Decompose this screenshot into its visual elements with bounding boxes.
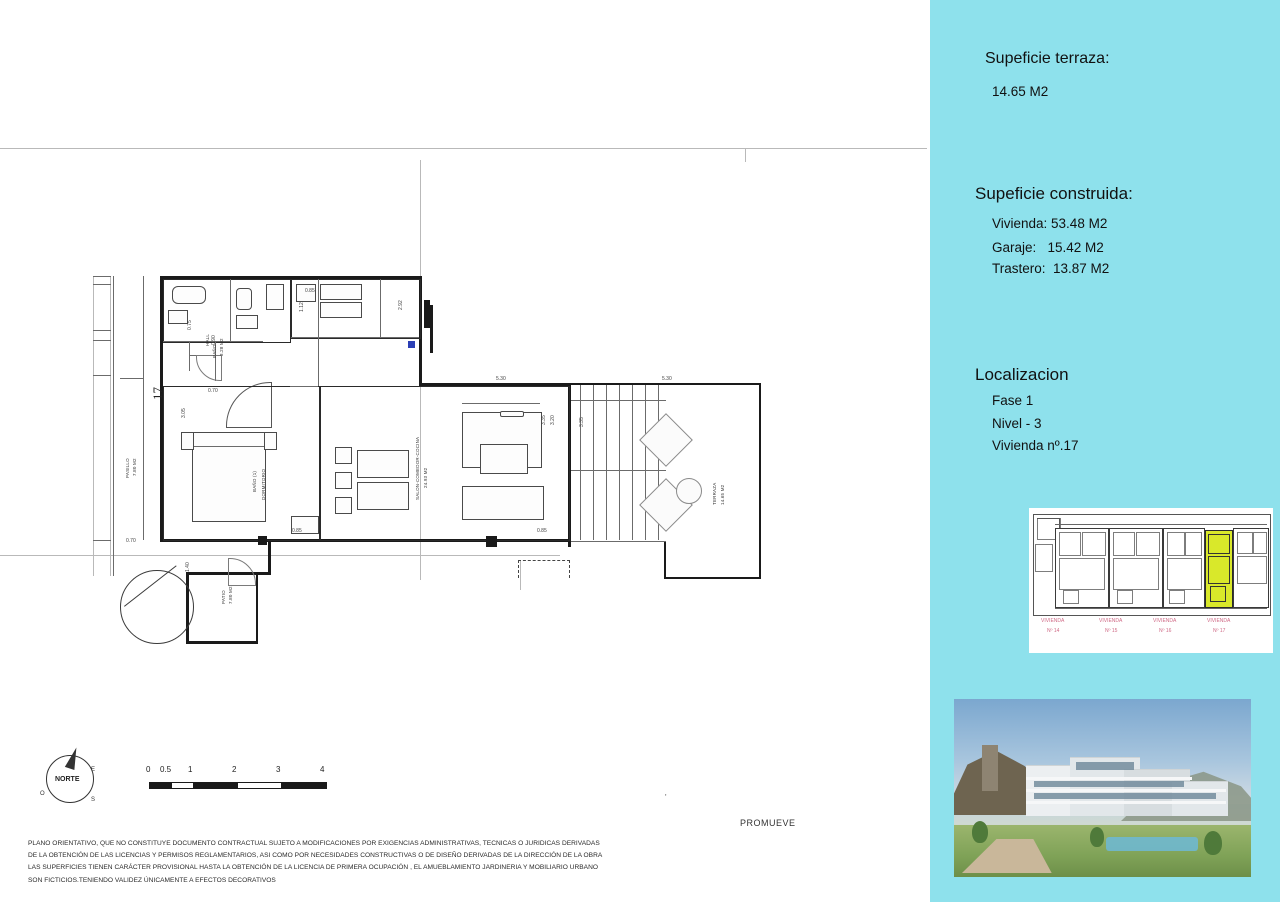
compass-tick-s: S [91, 797, 96, 803]
built-row-vivienda: Vivienda: 53.48 M2 [992, 216, 1108, 231]
door-swing [228, 558, 256, 586]
keyplan-room [1113, 532, 1135, 556]
toilet [236, 288, 252, 310]
location-title: Localizacion [975, 365, 1069, 384]
wall-patio-end [186, 641, 258, 644]
keyplan-annotation: VIVIENDA [1153, 618, 1177, 624]
construction-line [745, 148, 746, 162]
terrace-right-edge [759, 383, 761, 579]
corridor-line [143, 276, 144, 540]
partition [380, 279, 381, 337]
pillar [486, 536, 497, 547]
partition [318, 279, 319, 337]
disclaimer-line: SON FICTICIOS.TENIENDO VALIDEZ ÚNICAMENTE A EFECTOS DECORATIVOS [28, 876, 276, 884]
dashed-line [518, 560, 570, 561]
room-label-terraza: TERRAZA [712, 482, 717, 505]
room-label-pasillo: PASILLO [125, 458, 130, 478]
dimension: 0.75 [187, 320, 193, 330]
glazing [1034, 781, 1184, 787]
terrace-chair [639, 413, 693, 467]
keyplan-annotation: Nº 17 [1213, 628, 1226, 634]
built-row-garaje: Garaje: 15.42 M2 [992, 240, 1104, 255]
dimension: 3.05 [181, 408, 187, 418]
grid-mark [93, 340, 111, 341]
mullion [593, 385, 594, 540]
keyplan-annotation: Nº 16 [1159, 628, 1172, 634]
grid-mark [93, 540, 111, 541]
partition [318, 337, 319, 387]
door-swing [196, 355, 222, 381]
keyplan-highlight-room [1210, 586, 1226, 602]
scale-label-3: 3 [276, 765, 281, 774]
dimension: 0.90 [211, 335, 217, 345]
mullion [632, 385, 633, 540]
dimension: 0.85 [305, 288, 315, 294]
tv [500, 411, 524, 417]
scale-segment [193, 782, 239, 789]
compass-tick-e: E [91, 767, 96, 773]
disclaimer-line: DE LA OBTENCIÓN DE LAS LICENCIAS Y PERMISOS REGLAMENTARIOS, ASI COMO POR NECESIDADES CONSTRUCTIVAS O DE DISEÑO DERIVADAS DE LA DIRECCIÓN DE LA OBRA [28, 852, 603, 860]
dimension: 0.85 [292, 528, 302, 534]
shower [266, 284, 284, 310]
stray-mark: ' [665, 793, 667, 802]
grid-mark [93, 284, 111, 285]
terrace-inner-edge [664, 541, 666, 579]
room-label-hall: HALL [205, 333, 210, 346]
dashed-line [569, 560, 570, 578]
keyplan-room [1117, 590, 1133, 604]
kitchen-counter [320, 302, 362, 318]
location-row-nivel: Nivel - 3 [992, 416, 1042, 431]
window-mark [430, 305, 433, 353]
terrace-bottom-edge [664, 577, 761, 579]
grid-mark [93, 330, 111, 331]
mullion [619, 385, 620, 540]
terrace-table [676, 478, 702, 504]
room-label-salon: SALON-COMEDOR-COCINA [415, 436, 420, 500]
room-label-pasillo-area: 7.80 M2 [132, 458, 137, 476]
partition [230, 279, 231, 341]
location-row-vivienda: Vivienda nº.17 [992, 438, 1079, 453]
dimension: 0.70 [208, 388, 218, 394]
kitchen-counter [320, 284, 362, 300]
wall-patio-left [268, 539, 271, 575]
keyplan-room [1237, 556, 1267, 584]
keyplan-highlight-room [1208, 534, 1230, 554]
keyplan-corridor [1055, 524, 1267, 525]
dimension: 3.20 [550, 415, 556, 425]
room-label-bano-area: 3.28 M2 [219, 338, 224, 356]
partition [189, 341, 190, 371]
construction-line [0, 555, 560, 556]
keyplan-annotation: VIVIENDA [1099, 618, 1123, 624]
balcony-slab [1026, 789, 1226, 792]
plan-marker [408, 341, 415, 348]
scale-label-4: 4 [320, 765, 325, 774]
grid-mark [93, 276, 111, 277]
construction-line [93, 276, 94, 576]
keyplan-room [1059, 532, 1081, 556]
room-label-dormitorio: DORMITORIO [261, 468, 266, 500]
scale-label-0: 0 [146, 765, 151, 774]
location-row-fase: Fase 1 [992, 393, 1034, 408]
keyplan-highlight-room [1208, 556, 1230, 584]
room-label-patio: PATIO [221, 590, 226, 604]
compass-tick-o: O [40, 791, 45, 797]
scale-label-1: 1 [188, 765, 193, 774]
partition [291, 337, 419, 338]
keyplan-annotation: VIVIENDA [1207, 618, 1231, 624]
keyplan-room [1063, 590, 1079, 604]
key-plan [1029, 508, 1273, 653]
balcony-slab [1026, 801, 1226, 804]
keyplan-room [1185, 532, 1202, 556]
dimension: 5.30 [662, 376, 672, 382]
dimension: 1.12 [299, 302, 305, 312]
room-label-terraza-area: 14.65 M2 [720, 484, 725, 505]
scale-segment [171, 782, 195, 789]
tower [982, 745, 998, 791]
construction-line [520, 560, 521, 590]
scale-label-05: 0.5 [160, 765, 172, 774]
terrace-top-edge [571, 383, 761, 385]
glazing [1076, 762, 1134, 770]
coffee-table [480, 444, 528, 474]
keyplan-room [1167, 532, 1185, 556]
pillar [258, 536, 267, 545]
bed-pillow-line [192, 446, 264, 447]
disclaimer-line: LAS SUPERFICIES TIENEN CARÁCTER PROVISIONAL HASTA LA OBTENCIÓN DE LA LICENCIA DE PRIMERA OCUPACIÓN , EL AMUEBLAMIENTO JARDINERIA Y MOBILIARIO URBANO [28, 864, 599, 872]
balcony-slab [1026, 777, 1192, 780]
wall-patio-inner [256, 572, 258, 644]
dimension: 3.35 [541, 415, 547, 425]
unit-number: 17 [150, 387, 165, 400]
keyplan-corridor [1055, 608, 1267, 609]
tv-unit [462, 403, 540, 404]
nightstand [181, 432, 194, 450]
mullion [580, 385, 581, 540]
promoter-label: PROMUEVE [740, 818, 796, 828]
sofa-second [462, 486, 544, 520]
room-label-bano: BAÑO [212, 344, 217, 358]
dimension: 0.70 [126, 538, 136, 544]
mullion [606, 385, 607, 540]
keyplan-annotation: VIVIENDA [1041, 618, 1065, 624]
dimension: 3.35 [579, 417, 585, 427]
keyplan-room [1082, 532, 1106, 556]
dining-chair [335, 447, 352, 464]
scale-segment [237, 782, 283, 789]
dimension: 2.92 [398, 300, 404, 310]
terrace-area-value: 14.65 M2 [992, 84, 1049, 99]
keyplan-core [1035, 544, 1053, 572]
building-render-image [954, 699, 1251, 877]
tree [1090, 827, 1104, 847]
glazing [1034, 793, 1216, 799]
built-row-trastero: Trastero: 13.87 M2 [992, 261, 1110, 276]
compass-label: NORTE [55, 776, 80, 783]
terrace-sill [571, 541, 666, 542]
keyplan-room [1059, 558, 1105, 590]
dining-table [357, 482, 409, 510]
grid-mark [93, 375, 111, 376]
disclaimer-line: PLANO ORIENTATIVO, QUE NO CONSTITUYE DOCUMENTO CONTRACTUAL SUJETO A MODIFICACIONES POR EXIGENCIAS ADMINISTRATIVAS, TECNICAS O JURIDICAS DERIVADAS [28, 840, 600, 847]
corridor-line [113, 276, 114, 576]
keyplan-annotation: Nº 15 [1105, 628, 1118, 634]
north-compass [38, 745, 108, 815]
dashed-line [518, 560, 519, 578]
terrace-area-title: Supeficie terraza: [985, 50, 1110, 67]
room-label-patio-area: 7.80 M2 [228, 586, 233, 604]
room-label-bano1: BAÑO (1) [252, 470, 257, 492]
scale-label-2: 2 [232, 765, 237, 774]
dimension: 0.85 [537, 528, 547, 534]
mullion-h [571, 470, 666, 471]
scale-segment [149, 782, 173, 789]
keyplan-room [1169, 590, 1185, 604]
disclaimer-text [28, 838, 648, 887]
keyplan-room [1253, 532, 1267, 554]
built-area-title: Supeficie construida: [975, 184, 1133, 203]
construction-line [0, 148, 930, 149]
dimension: 5.30 [496, 376, 506, 382]
dining-chair [335, 497, 352, 514]
dimension: 1.40 [185, 562, 191, 572]
tree [1204, 831, 1222, 855]
keyplan-room [1136, 532, 1160, 556]
mullion [645, 385, 646, 540]
nightstand [264, 432, 277, 450]
mullion-h [571, 400, 666, 401]
corridor-line [120, 378, 144, 379]
scale-segment [281, 782, 327, 789]
scale-bar [143, 765, 323, 799]
dining-table [357, 450, 409, 478]
keyplan-room [1167, 558, 1202, 590]
tree [972, 821, 988, 843]
construction-line [110, 276, 111, 576]
keyplan-annotation: Nº 14 [1047, 628, 1060, 634]
sink [168, 310, 188, 324]
bathtub [172, 286, 206, 304]
pool [1106, 837, 1198, 851]
dining-chair [335, 472, 352, 489]
wardrobe-line [290, 386, 318, 387]
keyplan-room [1237, 532, 1253, 554]
washbasin [236, 315, 258, 329]
keyplan-room [1113, 558, 1159, 590]
room-label-salon-area: 24.93 M2 [423, 467, 428, 488]
